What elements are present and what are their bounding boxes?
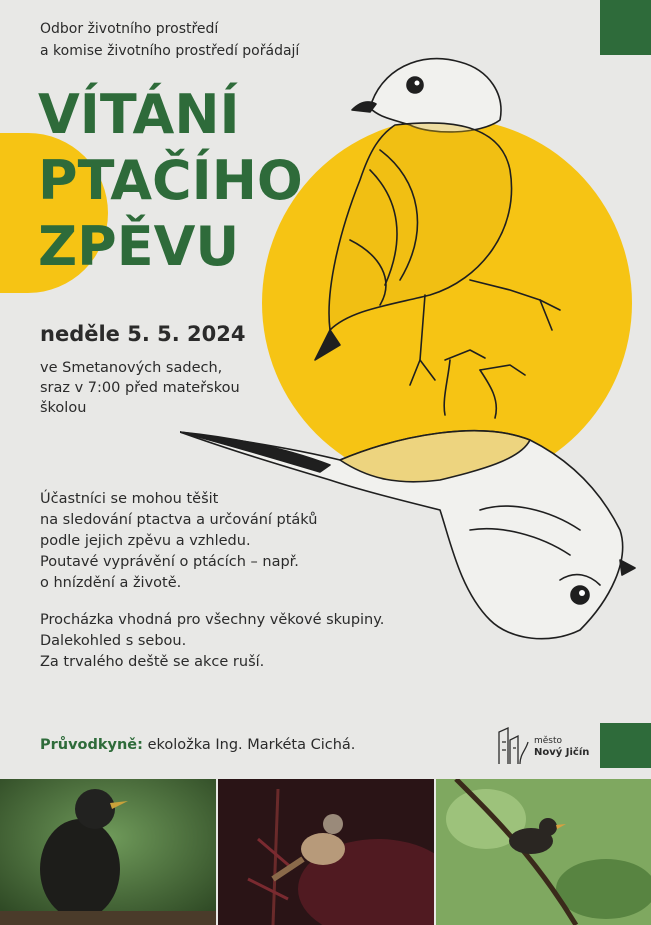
organizer-line-2: a komise životního prostředí pořádají	[40, 43, 300, 59]
logo-line-2: Nový Jičín	[534, 747, 590, 758]
guide-info	[40, 737, 355, 753]
photo-blackbird-tree	[436, 779, 651, 925]
desc-line: Poutavé vyprávění o ptácích – např.	[40, 554, 299, 570]
desc-line: Účastníci se mohou těšit	[40, 491, 219, 507]
organizer-line-1: Odbor životního prostředí	[40, 21, 219, 37]
logo-text	[534, 735, 589, 759]
description-paragraph-1	[40, 489, 384, 594]
photo-blackbird	[0, 779, 216, 925]
place-line-3: školou	[40, 400, 87, 416]
organizer-text	[40, 18, 299, 62]
title-line-1: VÍTÁNÍ	[38, 83, 240, 146]
desc-line: o hnízdění a životě.	[40, 575, 182, 591]
photo-linnet	[218, 779, 434, 925]
desc-line: Procházka vhodná pro všechny věkové skupiny.	[40, 612, 385, 628]
description-paragraph-2	[40, 610, 384, 673]
title-line-2: PTAČÍHO	[38, 149, 303, 212]
logo-line-1: město	[534, 736, 563, 746]
corner-square-bottom	[600, 723, 651, 768]
event-place	[40, 358, 240, 418]
event-date: neděle 5. 5. 2024	[40, 322, 246, 346]
guide-value: ekoložka Ing. Markéta Cichá.	[147, 737, 356, 753]
desc-line: Za trvalého deště se akce ruší.	[40, 654, 265, 670]
desc-line: Dalekohled s sebou.	[40, 633, 187, 649]
desc-line: na sledování ptactva a určování ptáků	[40, 512, 318, 528]
page-title	[38, 82, 303, 280]
place-line-2: sraz v 7:00 před mateřskou	[40, 380, 240, 396]
place-line-1: ve Smetanových sadech,	[40, 360, 223, 376]
desc-line: podle jejich zpěvu a vzhledu.	[40, 533, 251, 549]
event-description	[40, 489, 384, 689]
city-emblem-icon	[496, 726, 530, 766]
city-logo	[496, 726, 596, 766]
title-line-3: ZPĚVU	[38, 215, 240, 278]
photo-strip	[0, 779, 651, 925]
guide-label: Průvodkyně:	[40, 737, 143, 753]
